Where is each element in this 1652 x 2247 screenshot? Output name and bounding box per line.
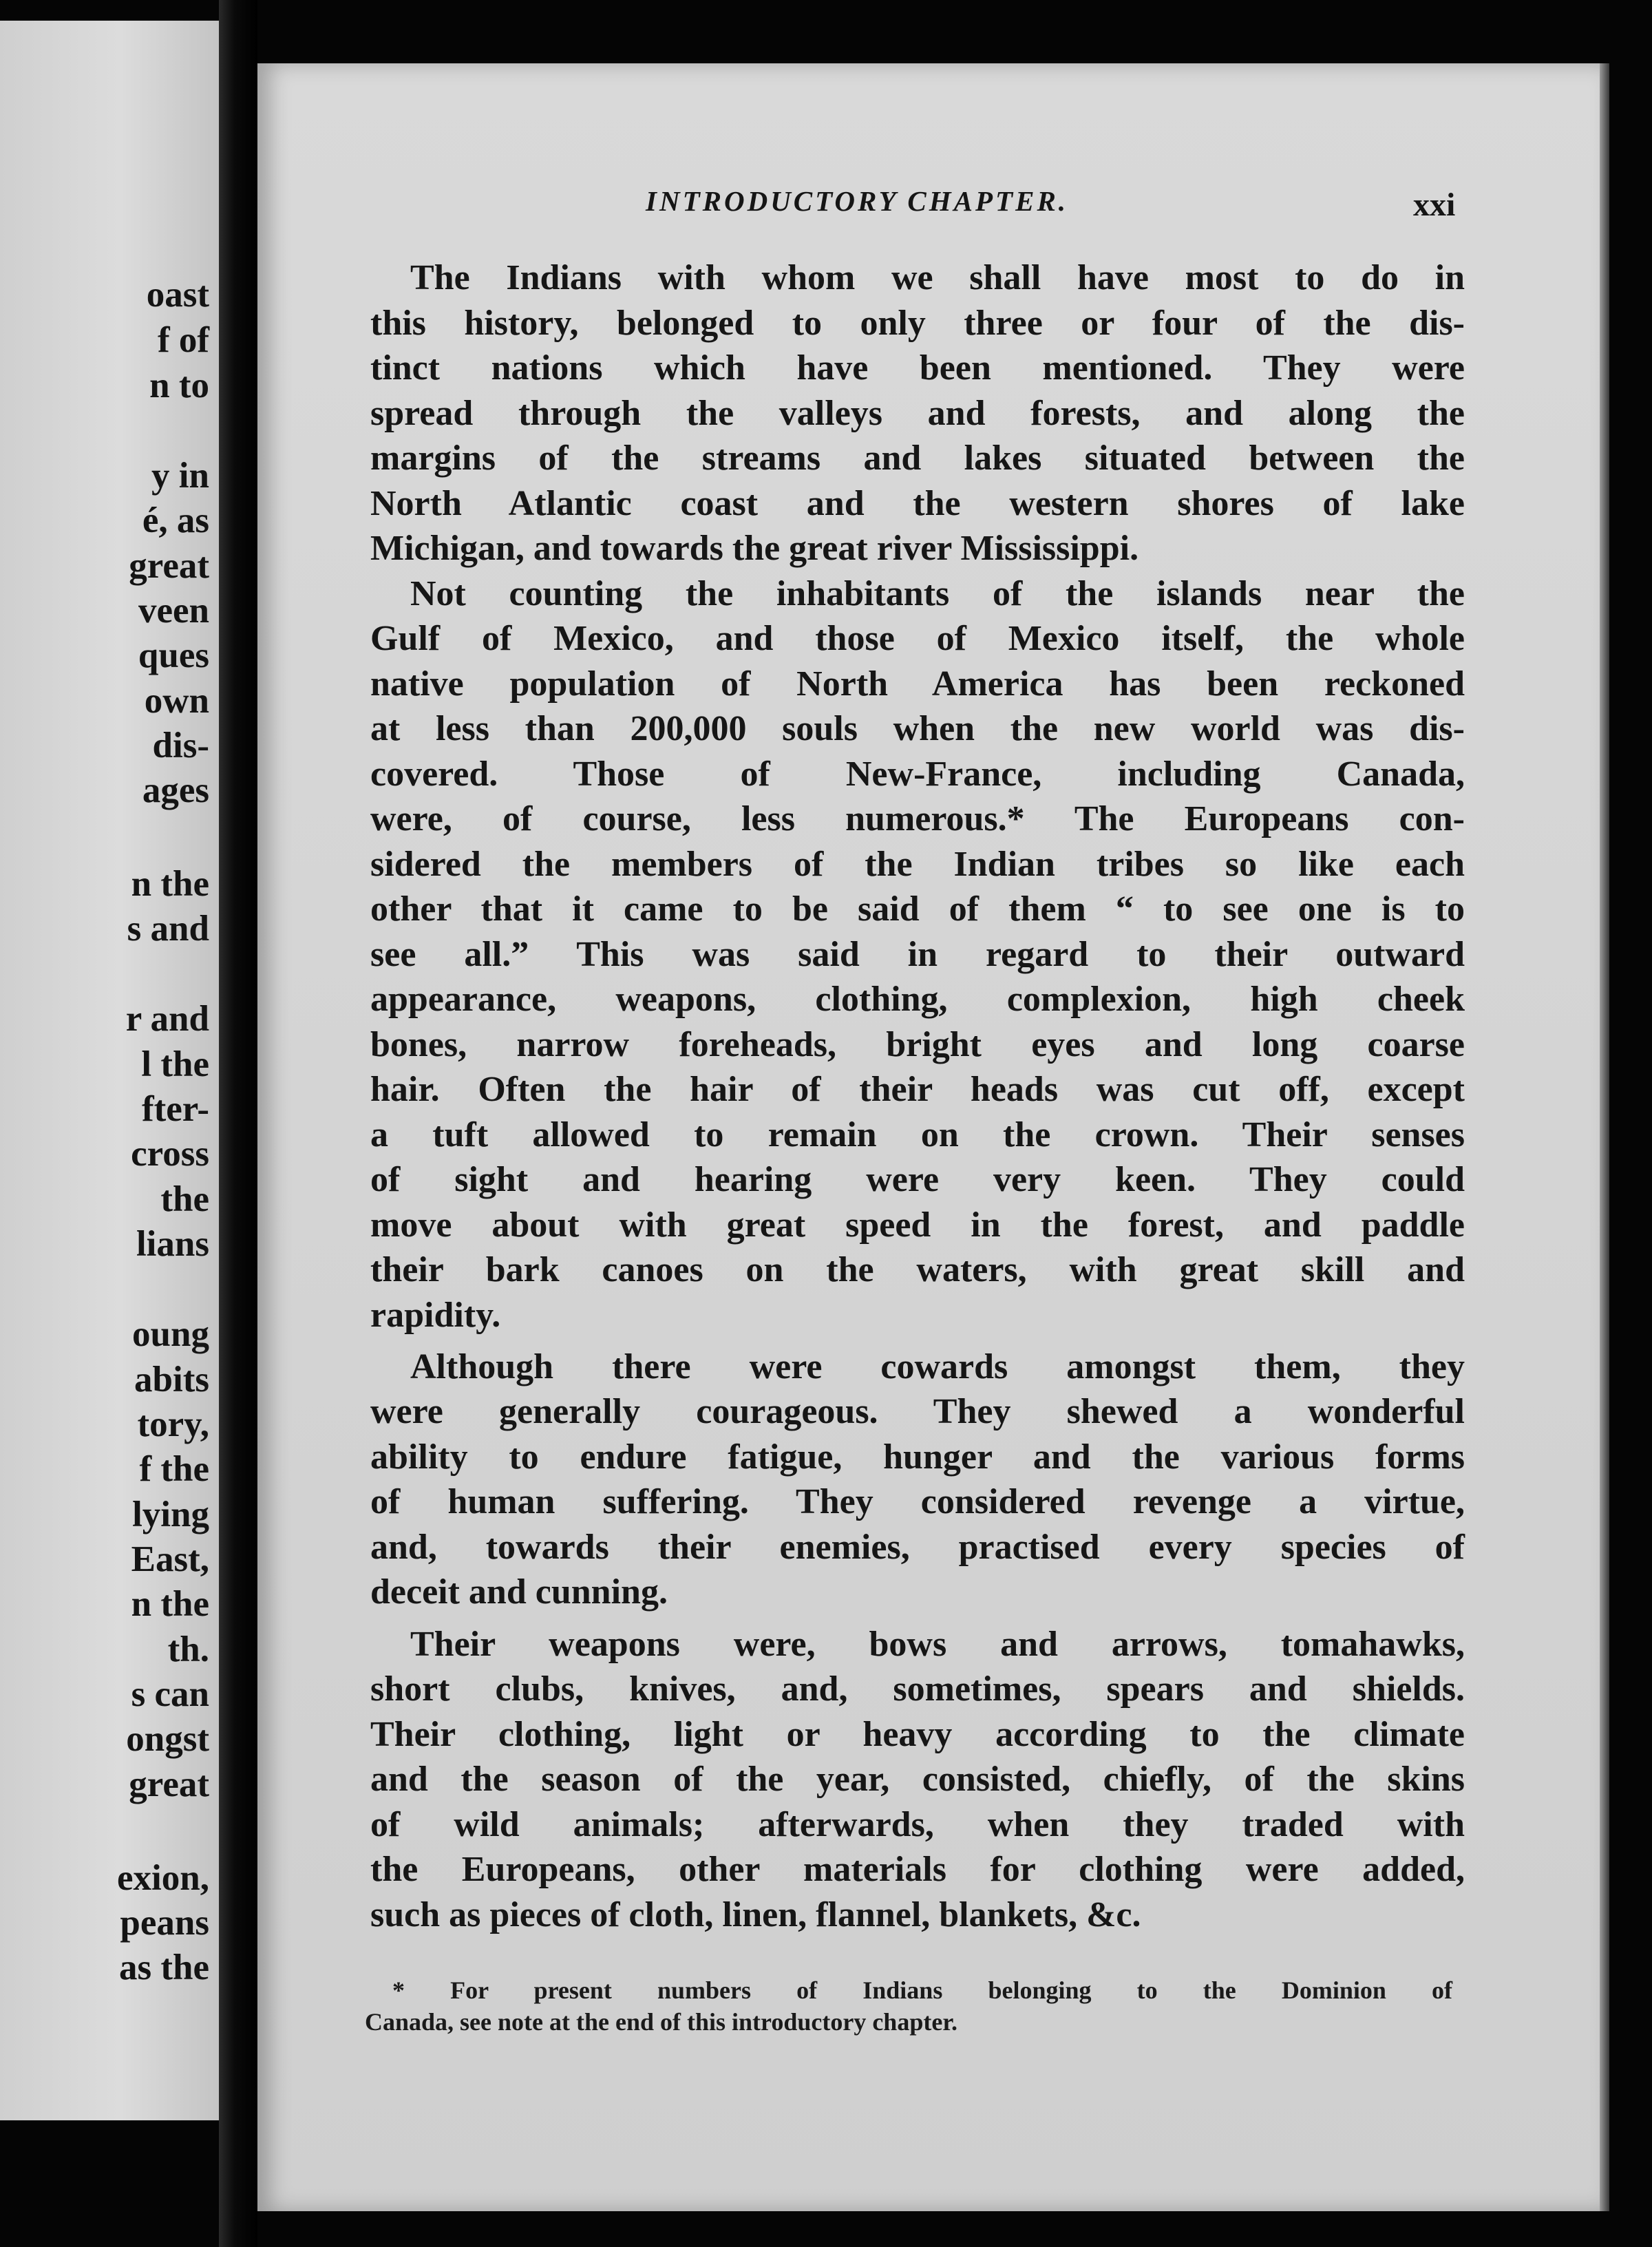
footnote-line: * For present numbers of Indians belonging to the Dominion of [392,1976,1452,2004]
left-page-line: lians [136,1224,209,1264]
left-page-line: f the [139,1449,209,1489]
left-page-line: veen [138,591,209,631]
left-page-line: l the [141,1044,209,1084]
text-line: sidered the members of the Indian tribes so like each [370,845,1465,884]
text-line: bones, narrow foreheads, bright eyes and long coarse [370,1025,1465,1064]
left-page-line: n to [149,366,209,405]
left-page-line: abits [134,1360,209,1400]
text-line: deceit and cunning. [370,1572,668,1612]
left-page-line: ques [138,635,209,675]
text-line: and the season of the year, consisted, chiefly, of the skins [370,1760,1465,1799]
left-page-line: great [129,1764,209,1804]
left-page-line: exion, [117,1858,209,1898]
text-line: spread through the valleys and forests, and along the [370,394,1465,433]
left-page-line: é, as [142,500,209,540]
left-page-line: f of [157,320,209,360]
left-page-line: y in [151,456,209,496]
text-line: of wild animals; afterwards, when they traded with [370,1805,1465,1844]
text-line: ability to endure fatigue, hunger and the various forms [370,1437,1465,1477]
text-line: hair. Often the hair of their heads was cut off, except [370,1070,1465,1109]
text-line: North Atlantic coast and the western shores of lake [370,484,1465,523]
text-line: native population of North America has been reckoned [370,664,1465,704]
text-line: of sight and hearing were very keen. They could [370,1160,1465,1199]
previous-page-fragment [0,21,219,2120]
left-page-line: own [144,681,209,721]
left-page-line: ages [142,770,209,810]
text-line: of human suffering. They considered revenge a virtue, [370,1482,1465,1521]
text-line: were, of course, less numerous.* The Europeans con- [370,799,1465,838]
left-page-line: r and [125,999,209,1039]
text-line: Gulf of Mexico, and those of Mexico itself, the whole [370,619,1465,658]
text-line: Their clothing, light or heavy according to the climate [370,1715,1465,1754]
left-page-line: n the [131,864,209,904]
text-line: short clubs, knives, and, sometimes, spears and shields. [370,1669,1465,1709]
text-line: such as pieces of cloth, linen, flannel, blankets, &c. [370,1895,1141,1934]
text-line: rapidity. [370,1296,501,1335]
left-page-line: n the [131,1584,209,1624]
text-line: were generally courageous. They shewed a wonderful [370,1392,1465,1431]
text-line: Their weapons were, bows and arrows, tomahawks, [410,1625,1465,1664]
book-gutter [219,0,257,2247]
text-line: their bark canoes on the waters, with great skill and [370,1250,1465,1289]
left-page-line: East, [131,1539,209,1579]
text-line: this history, belonged to only three or four of the dis- [370,304,1465,343]
text-line: other that it came to be said of them “ to see one is to [370,889,1465,929]
left-page-line: as the [118,1948,209,1987]
left-page-line: s and [127,909,209,949]
left-page-line: ongst [126,1719,209,1759]
text-line: tinct nations which have been mentioned. They were [370,348,1465,388]
left-page-line: dis- [152,726,209,766]
text-line: covered. Those of New-France, including Canada, [370,755,1465,794]
left-page-line: fter- [141,1089,209,1129]
running-head: INTRODUCTORY CHAPTER. [646,185,1069,217]
left-page-line: the [160,1179,209,1219]
text-line: Although there were cowards amongst them, they [410,1347,1465,1386]
footnote-line: Canada, see note at the end of this introductory chapter. [365,2008,957,2036]
text-line: appearance, weapons, clothing, complexion, high cheek [370,980,1465,1019]
left-page-line: oung [132,1314,209,1354]
text-line: at less than 200,000 souls when the new world was dis- [370,709,1465,748]
page-edge [1600,63,1609,2211]
left-page-line: oast [146,275,209,315]
body-text [370,260,1465,1961]
left-page-line: peans [120,1903,209,1943]
text-line: the Europeans, other materials for clothing were added, [370,1850,1465,1889]
left-page-line: cross [131,1134,209,1174]
left-page-line: th. [167,1629,209,1669]
page-number: xxi [1413,187,1456,223]
text-line: a tuft allowed to remain on the crown. Their senses [370,1115,1465,1154]
left-page-line: lying [132,1495,209,1534]
text-line: Not counting the inhabitants of the islands near the [410,574,1465,613]
text-line: move about with great speed in the forest, and paddle [370,1205,1465,1245]
left-page-line: great [129,546,209,586]
text-line: and, towards their enemies, practised every species of [370,1528,1465,1567]
left-page-line: tory, [137,1404,209,1444]
text-line: margins of the streams and lakes situated between the [370,439,1465,478]
text-line: The Indians with whom we shall have most to do in [410,258,1465,297]
text-line: see all.” This was said in regard to their outward [370,935,1465,974]
text-line: Michigan, and towards the great river Mississippi. [370,529,1139,568]
left-page-line: s can [131,1674,209,1714]
